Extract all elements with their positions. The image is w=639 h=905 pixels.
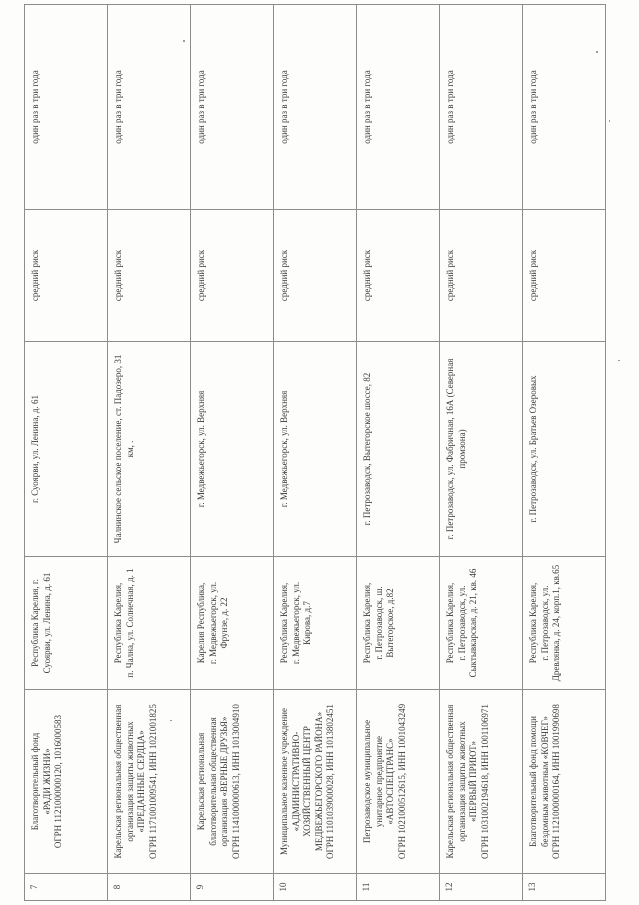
legal-address-line: г. Петрозаводск, ул. bbox=[539, 585, 550, 661]
organization-line: Благотворительный фонд помощи bbox=[528, 716, 538, 847]
inspection-frequency-cell: один раз в три года bbox=[523, 5, 606, 210]
organization-line: Муниципальное казенное учреждение bbox=[279, 708, 289, 855]
activity-address-cell: г. Петрозаводск, ул. Фабричная, 16А (Северная промзона) bbox=[440, 342, 523, 557]
table-row bbox=[523, 5, 606, 901]
organization-line: «АВТОСПЕЦТРАНС» bbox=[385, 738, 395, 825]
organization-line: Карельская региональная общественная bbox=[445, 704, 455, 859]
legal-address-line: г. Петрозаводск, ул. bbox=[456, 585, 467, 661]
legal-address-line: Республика Карелия, bbox=[445, 582, 455, 664]
row-number-cell: 9 bbox=[191, 874, 274, 901]
risk-category-cell: средний риск bbox=[108, 210, 191, 342]
table-row bbox=[440, 5, 523, 901]
legal-address-line: Древлянка, д. 24, корп.1, кв.65 bbox=[551, 564, 561, 682]
legal-address-line: г. Медвежьегорск, ул. bbox=[290, 581, 301, 665]
scan-speck bbox=[170, 720, 172, 721]
legal-address-line: Республика Карелия, bbox=[113, 582, 123, 664]
scan-speck bbox=[618, 360, 620, 361]
organization-cell bbox=[274, 690, 357, 874]
activity-address-cell: г. Суоярви, ул. Ленина, д. 61 bbox=[25, 342, 108, 557]
activity-address-cell: г. Петрозаводск, Вытегорское шоссе, 82 bbox=[357, 342, 440, 557]
activity-address-cell: Чалнинское сельское поселение, ст. Падозеро, 31 км, . bbox=[108, 342, 191, 557]
organization-line: благотворительная общественная bbox=[207, 717, 218, 846]
inspection-frequency-cell: один раз в три года bbox=[108, 5, 191, 210]
organization-cell bbox=[191, 690, 274, 874]
row-number-cell: 12 bbox=[440, 874, 523, 901]
table-row bbox=[191, 5, 274, 901]
risk-category-cell: средний риск bbox=[191, 210, 274, 342]
organization-line: организация «ВЕРНЫЕ ДРУЗЬЯ» bbox=[219, 716, 229, 847]
table-row bbox=[274, 5, 357, 901]
legal-address-line: Карелия Республика, bbox=[196, 582, 206, 664]
organization-line: ОГРН 1101039000028, ИНН 1013802451 bbox=[325, 704, 335, 859]
inspection-frequency-cell: один раз в три года bbox=[357, 5, 440, 210]
legal-address-cell bbox=[357, 557, 440, 690]
organization-line: Карельская региональная общественная bbox=[113, 704, 123, 859]
legal-address-line: Кирова, д.7 bbox=[302, 601, 312, 645]
legal-address-cell bbox=[191, 557, 274, 690]
table-row bbox=[25, 5, 108, 901]
row-number-cell: 11 bbox=[357, 874, 440, 901]
legal-address-cell bbox=[108, 557, 191, 690]
risk-category-cell: средний риск bbox=[440, 210, 523, 342]
legal-address-cell bbox=[25, 557, 108, 690]
organization-line: ХОЗЯЙСТВЕННЫЙ ЦЕНТР bbox=[302, 726, 312, 837]
organization-line: Благотворительный фонд bbox=[30, 732, 40, 831]
table-row bbox=[357, 5, 440, 901]
organization-line: Петрозаводское муниципальное bbox=[362, 719, 372, 844]
legal-address-cell bbox=[274, 557, 357, 690]
organization-line: унитарное предприятие bbox=[373, 735, 384, 828]
registry-table bbox=[24, 4, 606, 901]
row-number-cell: 7 bbox=[25, 874, 108, 901]
organization-line: «ПРЕДАННЫЕ СЕРДЦА» bbox=[136, 730, 146, 833]
organization-line: ОГРН 1121000000120, 1016000583 bbox=[53, 714, 63, 849]
risk-category-cell: средний риск bbox=[25, 210, 108, 342]
legal-address-line: Суоярви, ул. Ленина, д. 61 bbox=[41, 572, 52, 674]
inspection-frequency-cell: один раз в три года bbox=[191, 5, 274, 210]
scan-speck bbox=[596, 51, 598, 53]
scan-speck bbox=[609, 120, 610, 122]
risk-category-cell: средний риск bbox=[357, 210, 440, 342]
risk-category-cell: средний риск bbox=[274, 210, 357, 342]
table-row bbox=[108, 5, 191, 901]
organization-line: ОГРН 1171001009541, ИНН 1021001825 bbox=[147, 704, 158, 859]
legal-address-line: Фрунзе, д. 22 bbox=[219, 597, 229, 649]
legal-address-line: Сыктывкарская, д. 21, кв. 46 bbox=[468, 568, 478, 678]
activity-address-cell: г. Петрозаводск, ул. Братьев Озеровых bbox=[523, 342, 606, 557]
legal-address-line: г. Медвежьегорск, ул. bbox=[207, 581, 218, 665]
legal-address-line: п. Чална, ул. Солнечная, д. 1 bbox=[124, 568, 135, 678]
organization-line: организация защиты животных bbox=[456, 721, 467, 842]
legal-address-line: Республика Карелия, bbox=[362, 582, 372, 664]
organization-line: «РАДИ ЖИЗНИ» bbox=[41, 748, 52, 815]
organization-line: «ПЕРВЫЙ ПРИЮТ» bbox=[468, 741, 478, 822]
organization-line: организация защиты животных bbox=[124, 721, 135, 842]
organization-cell bbox=[357, 690, 440, 874]
inspection-frequency-cell: один раз в три года bbox=[440, 5, 523, 210]
legal-address-line: Республика Карелия, г. bbox=[30, 579, 40, 667]
organization-line: бездомным животным «КОВЧЕГ» bbox=[539, 716, 550, 847]
organization-line: ОГРН 1031002194618, ИНН 1001106971 bbox=[479, 704, 490, 859]
organization-line: Карельская региональная bbox=[196, 732, 206, 831]
organization-cell bbox=[440, 690, 523, 874]
legal-address-line: г. Петрозаводск, ш. bbox=[373, 586, 384, 660]
row-number-cell: 10 bbox=[274, 874, 357, 901]
activity-address-cell: г. Медвежьегорск, ул. Верхняя bbox=[274, 342, 357, 557]
organization-line: ОГРН 1141000000613, ИНН 1013004910 bbox=[230, 704, 241, 859]
row-number-cell: 8 bbox=[108, 874, 191, 901]
organization-line: МЕДВЕЖЬЕГОРСКОГО РАЙОНА» bbox=[313, 711, 324, 852]
legal-address-line: Республика Карелия, bbox=[279, 582, 289, 664]
organization-cell bbox=[108, 690, 191, 874]
row-number-cell: 13 bbox=[523, 874, 606, 901]
legal-address-line: Вытегорское, д.82 bbox=[385, 588, 395, 658]
scan-speck bbox=[183, 40, 185, 42]
risk-category-cell: средний риск bbox=[523, 210, 606, 342]
organization-cell bbox=[523, 690, 606, 874]
organization-line: ОГРН 1021000512615, ИНН 1001043249 bbox=[396, 703, 407, 860]
organization-line: ОГРН 1121000000164, ИНН 1001990698 bbox=[551, 704, 561, 859]
legal-address-line: Республика Карелия, bbox=[528, 582, 538, 664]
inspection-frequency-cell: один раз в три года bbox=[274, 5, 357, 210]
legal-address-cell bbox=[440, 557, 523, 690]
organization-line: «АДМИНИСТРАТИВНО- bbox=[290, 731, 301, 832]
activity-address-cell: г. Медвежьегорск, ул. Верхняя bbox=[191, 342, 274, 557]
organization-cell bbox=[25, 690, 108, 874]
legal-address-cell bbox=[523, 557, 606, 690]
inspection-frequency-cell: один раз в три года bbox=[25, 5, 108, 210]
